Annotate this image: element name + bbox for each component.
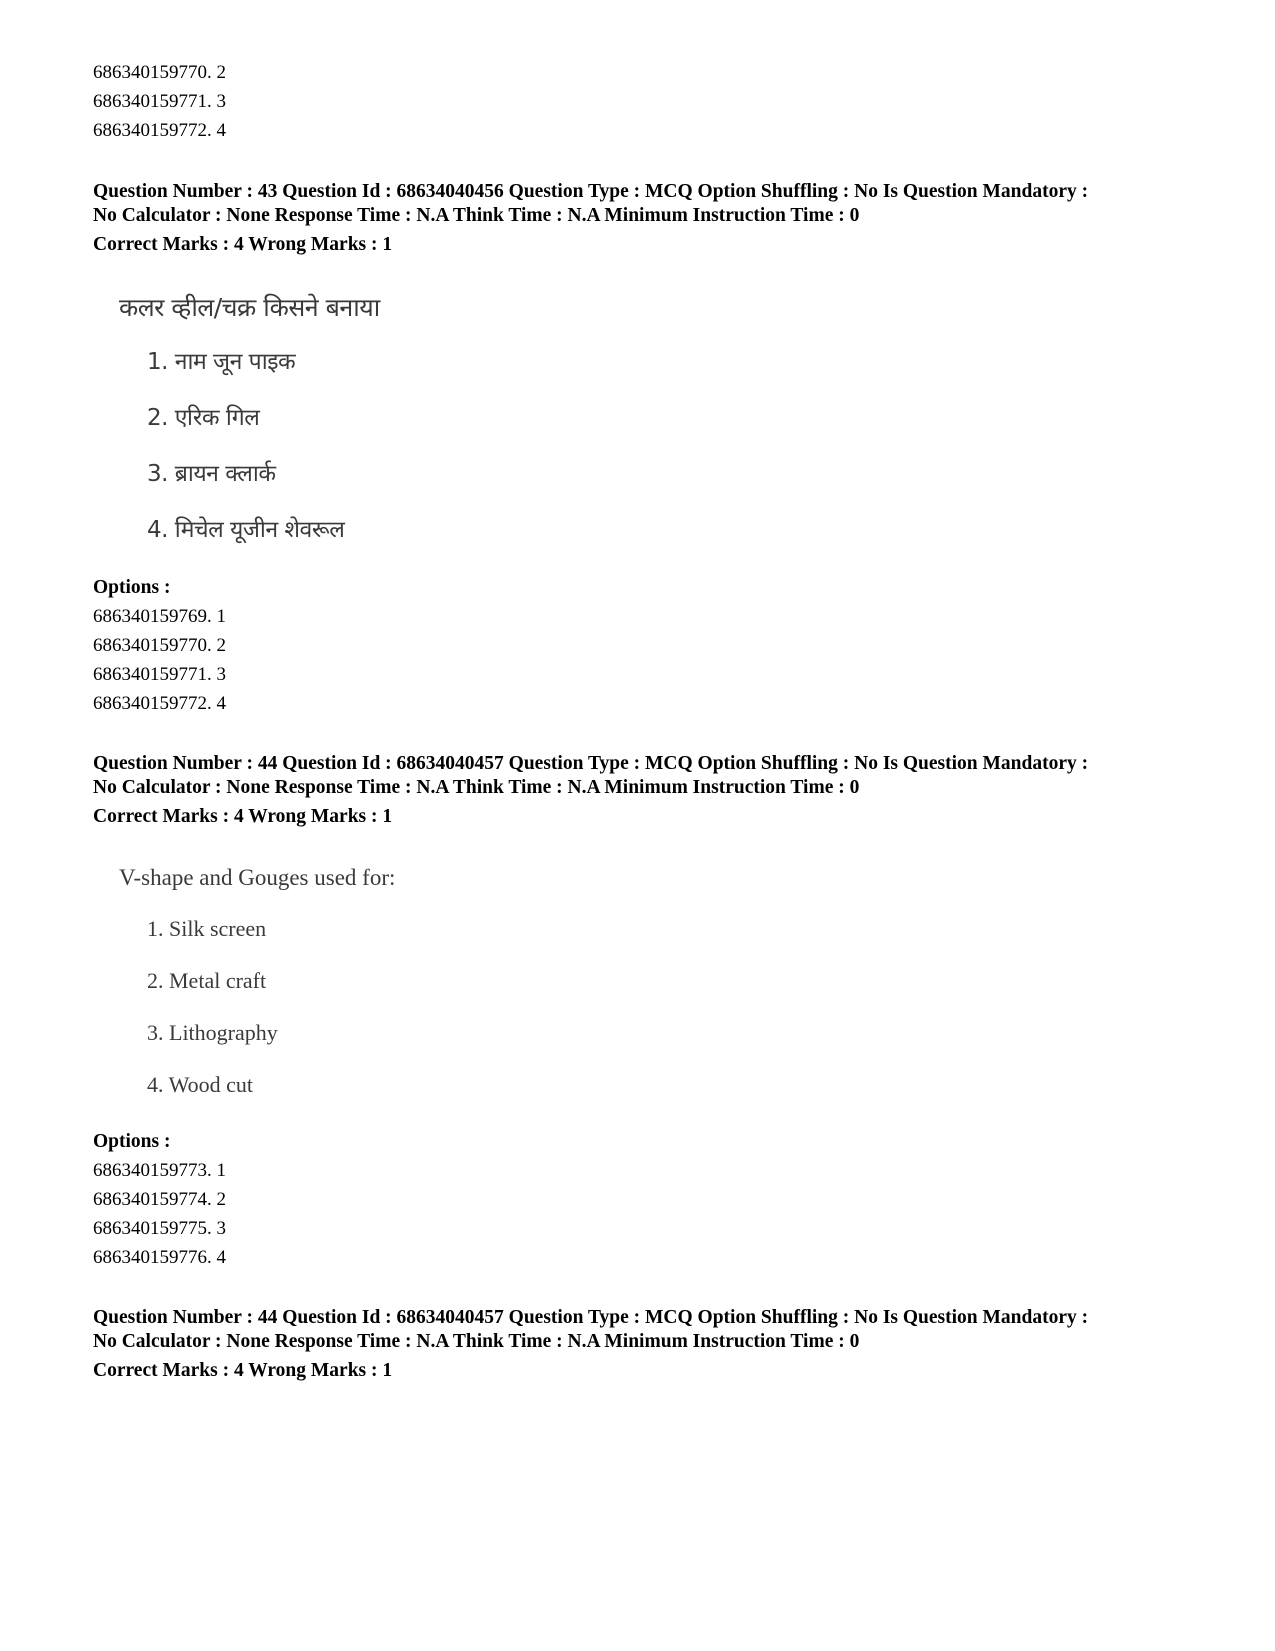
question-marks: Correct Marks : 4 Wrong Marks : 1 [93, 234, 393, 255]
question-block-43 [93, 180, 1213, 718]
option-line: 686340159773. 1 [93, 1160, 226, 1181]
previous-options-list [93, 58, 1213, 145]
question-text: कलर व्हील/चक्र किसने बनाया [119, 293, 380, 322]
question-marks: Correct Marks : 4 Wrong Marks : 1 [93, 806, 393, 827]
option-line: 686340159774. 2 [93, 1189, 226, 1210]
question-header-line1: Question Number : 44 Question Id : 68634040457 Question Type : MCQ Option Shuffling : No Is Question Mandatory : [93, 753, 1089, 774]
option-line: 686340159769. 1 [93, 606, 226, 627]
options-list [93, 1156, 1213, 1272]
option-line: 686340159775. 3 [93, 1218, 226, 1239]
question-header-line2: No Calculator : None Response Time : N.A Think Time : N.A Minimum Instruction Time : 0 [93, 205, 860, 226]
answer-choice: 1. Silk screen [147, 916, 267, 941]
answer-choice: 4. Wood cut [147, 1072, 253, 1097]
question-content [119, 863, 1213, 1099]
question-header-line1: Question Number : 43 Question Id : 68634040456 Question Type : MCQ Option Shuffling : No Is Question Mandatory : [93, 181, 1089, 202]
answer-choice: 3. ब्रायन क्लार्क [147, 461, 276, 487]
question-text: V-shape and Gouges used for: [119, 865, 396, 890]
options-label: Options : [93, 577, 171, 598]
answer-choice: 4. मिचेल यूजीन शेवरूल [147, 517, 345, 543]
options-label: Options : [93, 1131, 171, 1152]
option-line: 686340159770. 2 [93, 635, 226, 656]
answer-choice: 2. एरिक गिल [147, 405, 260, 431]
question-paper-page [93, 58, 1213, 1383]
option-line: 686340159771. 3 [93, 664, 226, 685]
option-line: 686340159770. 2 [93, 62, 226, 83]
answer-choice: 2. Metal craft [147, 968, 267, 993]
question-marks: Correct Marks : 4 Wrong Marks : 1 [93, 1360, 393, 1381]
option-line: 686340159776. 4 [93, 1247, 226, 1268]
question-header-line1: Question Number : 44 Question Id : 68634040457 Question Type : MCQ Option Shuffling : No Is Question Mandatory : [93, 1307, 1089, 1328]
option-line: 686340159771. 3 [93, 91, 226, 112]
question-block-44 [93, 752, 1213, 1272]
answer-choice: 3. Lithography [147, 1020, 278, 1045]
options-list [93, 602, 1213, 718]
question-header-line2: No Calculator : None Response Time : N.A Think Time : N.A Minimum Instruction Time : 0 [93, 777, 860, 798]
answer-choice: 1. नाम जून पाइक [147, 349, 296, 375]
question-content [119, 291, 1213, 545]
question-block-44-repeat [93, 1306, 1213, 1383]
question-header-line2: No Calculator : None Response Time : N.A Think Time : N.A Minimum Instruction Time : 0 [93, 1331, 860, 1352]
option-line: 686340159772. 4 [93, 693, 226, 714]
option-line: 686340159772. 4 [93, 120, 226, 141]
